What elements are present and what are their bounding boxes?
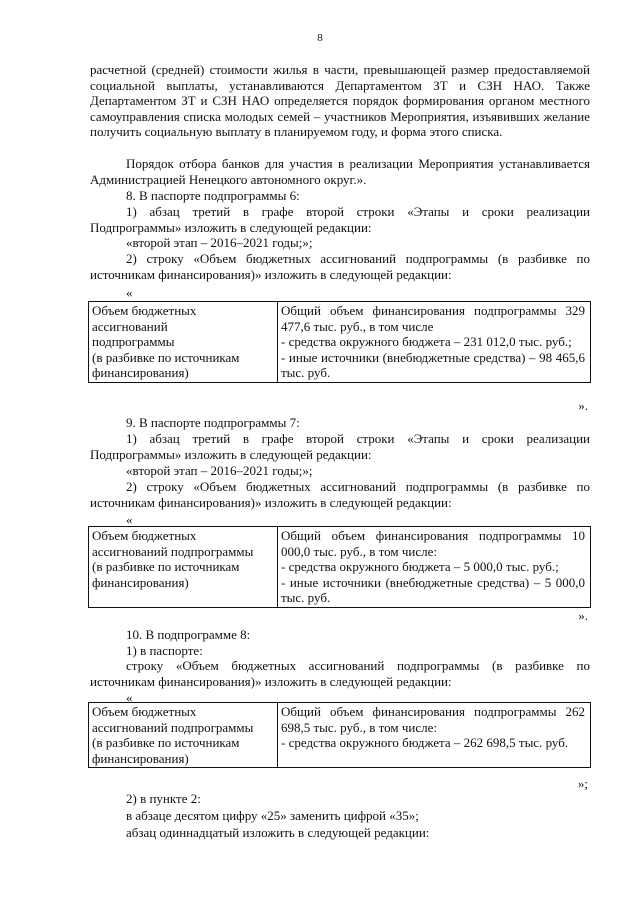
table-row bbox=[89, 703, 591, 768]
item-9-subitem-2: 2) строку «Объем бюджетных ассигнований подпрограммы (в разбивке по источникам финансирования)» изложить в следующей редакции: bbox=[90, 479, 590, 510]
table-cell-label bbox=[89, 302, 278, 383]
value-line: Общий объем финансирования подпрограммы 329 477,6 тыс. руб., в том числе bbox=[281, 303, 585, 334]
table-cell-value bbox=[278, 527, 591, 608]
paragraph-banks-selection: Порядок отбора банков для участия в реализации Мероприятия устанавливается Администрацией Ненецкого автономного округ.». bbox=[90, 156, 590, 187]
label-line: Объем бюджетных bbox=[92, 528, 197, 543]
item-10-replace-digit: в абзаце десятом цифру «25» заменить цифрой «35»; bbox=[126, 808, 419, 823]
item-10-paragraph-eleven: абзац одиннадцатый изложить в следующей редакции: bbox=[126, 825, 430, 840]
label-line: Объем бюджетных bbox=[92, 704, 197, 719]
label-line: (в разбивке по источникам bbox=[92, 349, 240, 365]
quote-open-1: « bbox=[126, 285, 133, 300]
table-row bbox=[89, 302, 591, 383]
table-cell-label bbox=[89, 527, 278, 608]
label-line: финансирования) bbox=[92, 750, 189, 766]
label-line: ассигнований подпрограммы bbox=[92, 543, 254, 559]
item-8-stage-text: «второй этап – 2016–2021 годы;»; bbox=[126, 235, 313, 250]
item-8-subitem-2: 2) строку «Объем бюджетных ассигнований подпрограммы (в разбивке по источникам финансирования)» изложить в следующей редакции: bbox=[90, 251, 590, 282]
quote-close-2: ». bbox=[578, 608, 588, 623]
label-line: (в разбивке по источникам bbox=[92, 735, 240, 751]
item-8-subitem-1: 1) абзац третий в графе второй строки «Этапы и сроки реализации Подпрограммы» изложить в следующей редакции: bbox=[90, 204, 590, 235]
page-number: 8 bbox=[317, 32, 323, 44]
table-cell-label bbox=[89, 703, 278, 768]
label-line: ассигнований подпрограммы bbox=[92, 719, 254, 735]
value-line: - средства окружного бюджета – 231 012,0 тыс. руб.; bbox=[281, 334, 572, 350]
quote-close-3: »; bbox=[577, 776, 588, 791]
table-cell-value bbox=[278, 703, 591, 768]
value-line: - средства окружного бюджета – 262 698,5 тыс. руб. bbox=[281, 735, 569, 751]
label-line: (в разбивке по источникам bbox=[92, 559, 240, 575]
value-line: - средства окружного бюджета – 5 000,0 тыс. руб.; bbox=[281, 559, 559, 575]
item-9-stage-text: «второй этап – 2016–2021 годы;»; bbox=[126, 463, 313, 478]
table-cell-value bbox=[278, 302, 591, 383]
funding-table-subprogram-8 bbox=[88, 702, 591, 768]
item-10-subitem-1: 1) в паспорте: bbox=[126, 643, 203, 658]
funding-table-subprogram-7 bbox=[88, 526, 591, 608]
heading-item-8: 8. В паспорте подпрограммы 6: bbox=[126, 188, 300, 203]
heading-item-9: 9. В паспорте подпрограммы 7: bbox=[126, 415, 300, 430]
item-9-subitem-1: 1) абзац третий в графе второй строки «Этапы и сроки реализации Подпрограммы» изложить в следующей редакции: bbox=[90, 431, 590, 462]
value-line: - иные источники (внебюджетные средства) – 5 000,0 тыс. руб. bbox=[281, 574, 585, 606]
label-line: Объем бюджетных bbox=[92, 303, 197, 318]
label-line: финансирования) bbox=[92, 365, 189, 381]
label-line: подпрограммы bbox=[92, 334, 175, 350]
value-line: - иные источники (внебюджетные средства) – 98 465,6 тыс. руб. bbox=[281, 349, 585, 381]
heading-item-10: 10. В подпрограмме 8: bbox=[126, 627, 251, 642]
quote-close-1: ». bbox=[578, 398, 588, 413]
table-row bbox=[89, 527, 591, 608]
quote-open-3: « bbox=[126, 690, 133, 705]
label-line: финансирования) bbox=[92, 574, 189, 590]
funding-table-subprogram-6 bbox=[88, 301, 591, 383]
label-line: ассигнований bbox=[92, 318, 168, 334]
item-10-subitem-2: 2) в пункте 2: bbox=[126, 791, 201, 806]
quote-open-2: « bbox=[126, 512, 133, 527]
value-line: Общий объем финансирования подпрограммы 10 000,0 тыс. руб., в том числе: bbox=[281, 528, 585, 559]
item-10-row-instruction: строку «Объем бюджетных ассигнований подпрограммы (в разбивке по источникам финансирования)» изложить в следующей редакции: bbox=[90, 658, 590, 689]
value-line: Общий объем финансирования подпрограммы 262 698,5 тыс. руб., в том числе: bbox=[281, 704, 585, 735]
paragraph-continuation: расчетной (средней) стоимости жилья в части, превышающей размер предоставляемой социальной выплаты, устанавливаются Департаментом ЗТ и СЗН НАО. Также Департаментом ЗТ и СЗН НАО определяется порядок формирования органом местного самоуправления списка молодых семей – участников Мероприятия, изъявивших желание получить социальную выплату в планируемом году, и форма этого списка. bbox=[90, 62, 590, 140]
